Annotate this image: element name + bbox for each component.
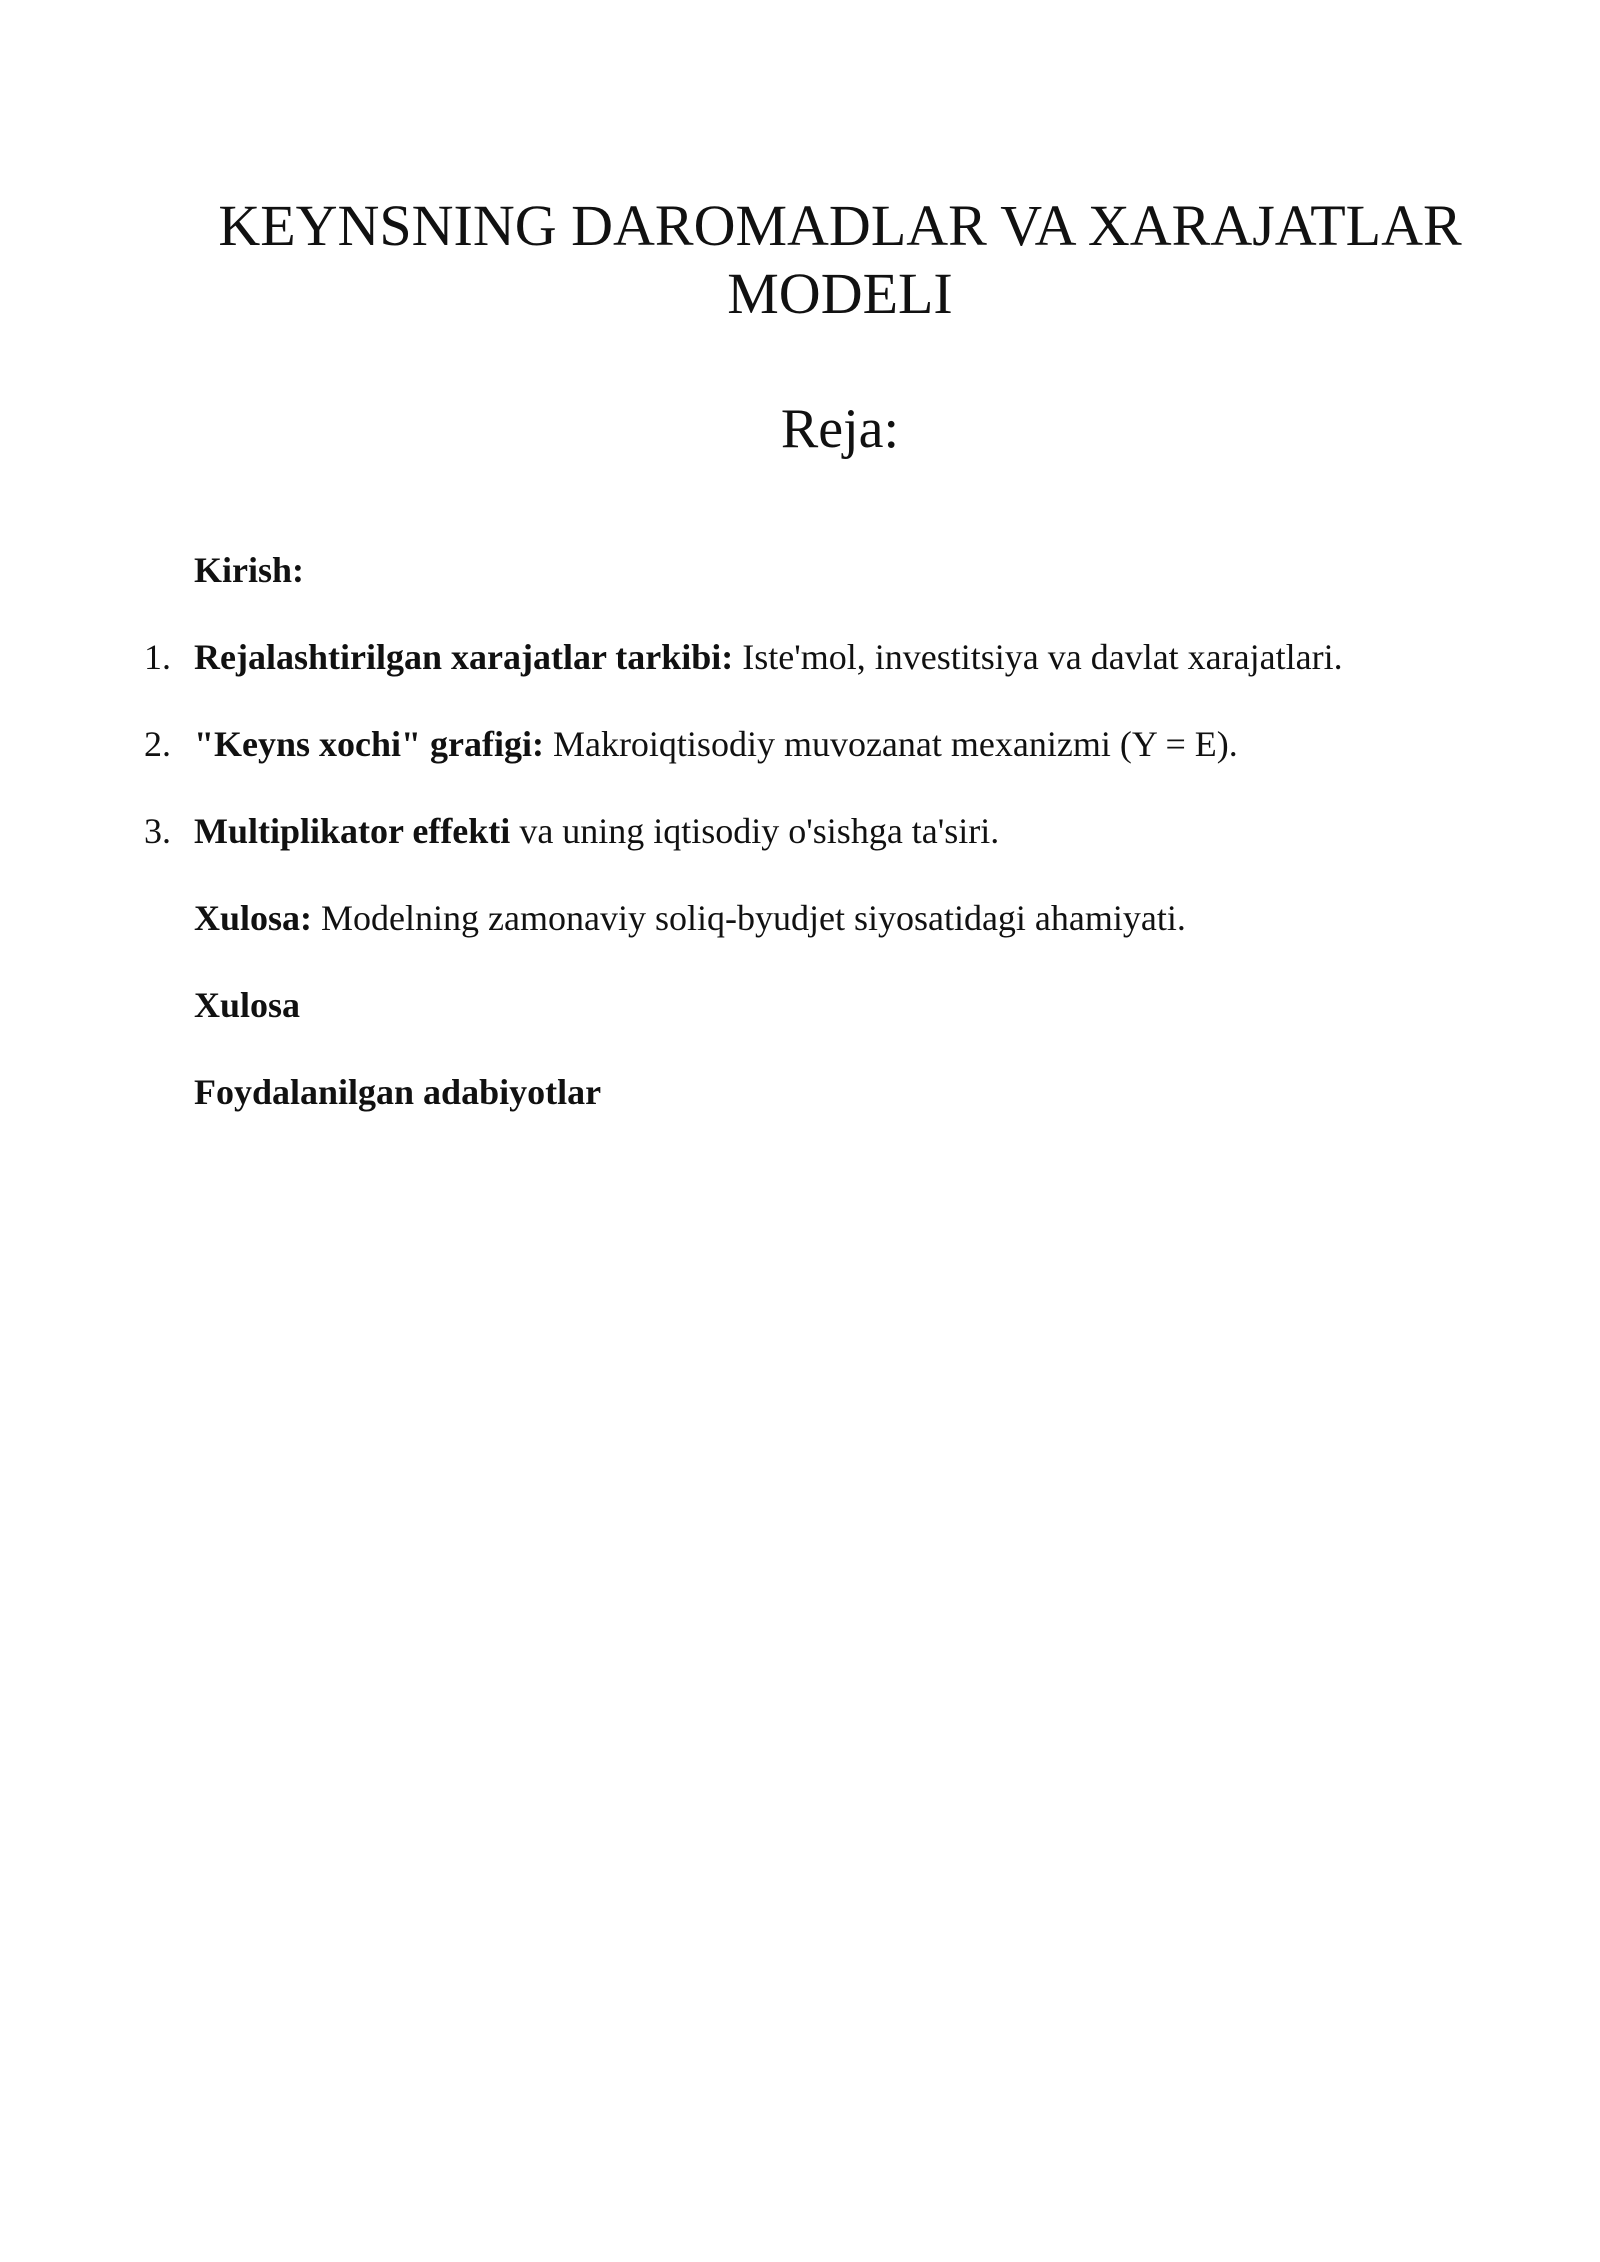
- plan-item-bold: Xulosa: [194, 985, 301, 1025]
- plan-item-intro: [140, 548, 1480, 592]
- plan-item-bold: "Keyns xochi" grafigi:: [194, 724, 544, 764]
- plan-item-text: Makroiqtisodiy muvozanat mexanizmi (Y = E).: [543, 724, 1238, 764]
- plan-item-bold: Foydalanilgan adabiyotlar: [194, 1072, 602, 1112]
- plan-heading: Reja:: [780, 398, 900, 460]
- plan-item-3: [140, 809, 1480, 853]
- plan-item-conclusion: [140, 983, 1480, 1027]
- plan-item-number: 1.: [144, 637, 171, 677]
- plan-list: [140, 548, 1480, 1157]
- title-line-2: MODELI: [727, 261, 953, 326]
- plan-item-number: 2.: [144, 724, 171, 764]
- plan-item-text: va uning iqtisodiy o'sishga ta'siri.: [510, 811, 1000, 851]
- plan-item-bold: Rejalashtirilgan xarajatlar tarkibi:: [194, 637, 734, 677]
- document-title: [190, 192, 1490, 328]
- plan-item-references: [140, 1070, 1480, 1114]
- plan-item-text: Iste'mol, investitsiya va davlat xarajatlari.: [733, 637, 1343, 677]
- plan-item-bold: Multiplikator effekti: [194, 811, 511, 851]
- plan-item-text: Modelning zamonaviy soliq-byudjet siyosatidagi ahamiyati.: [312, 898, 1186, 938]
- title-line-1: KEYNSNING DAROMADLAR VA XARAJATLAR: [218, 193, 1462, 258]
- plan-item-conclusion-summary: [140, 896, 1480, 940]
- plan-item-1: [140, 635, 1480, 679]
- plan-item-number: 3.: [144, 811, 171, 851]
- plan-item-2: [140, 722, 1480, 766]
- plan-item-bold: Xulosa:: [194, 898, 313, 938]
- plan-item-bold: Kirish:: [194, 550, 305, 590]
